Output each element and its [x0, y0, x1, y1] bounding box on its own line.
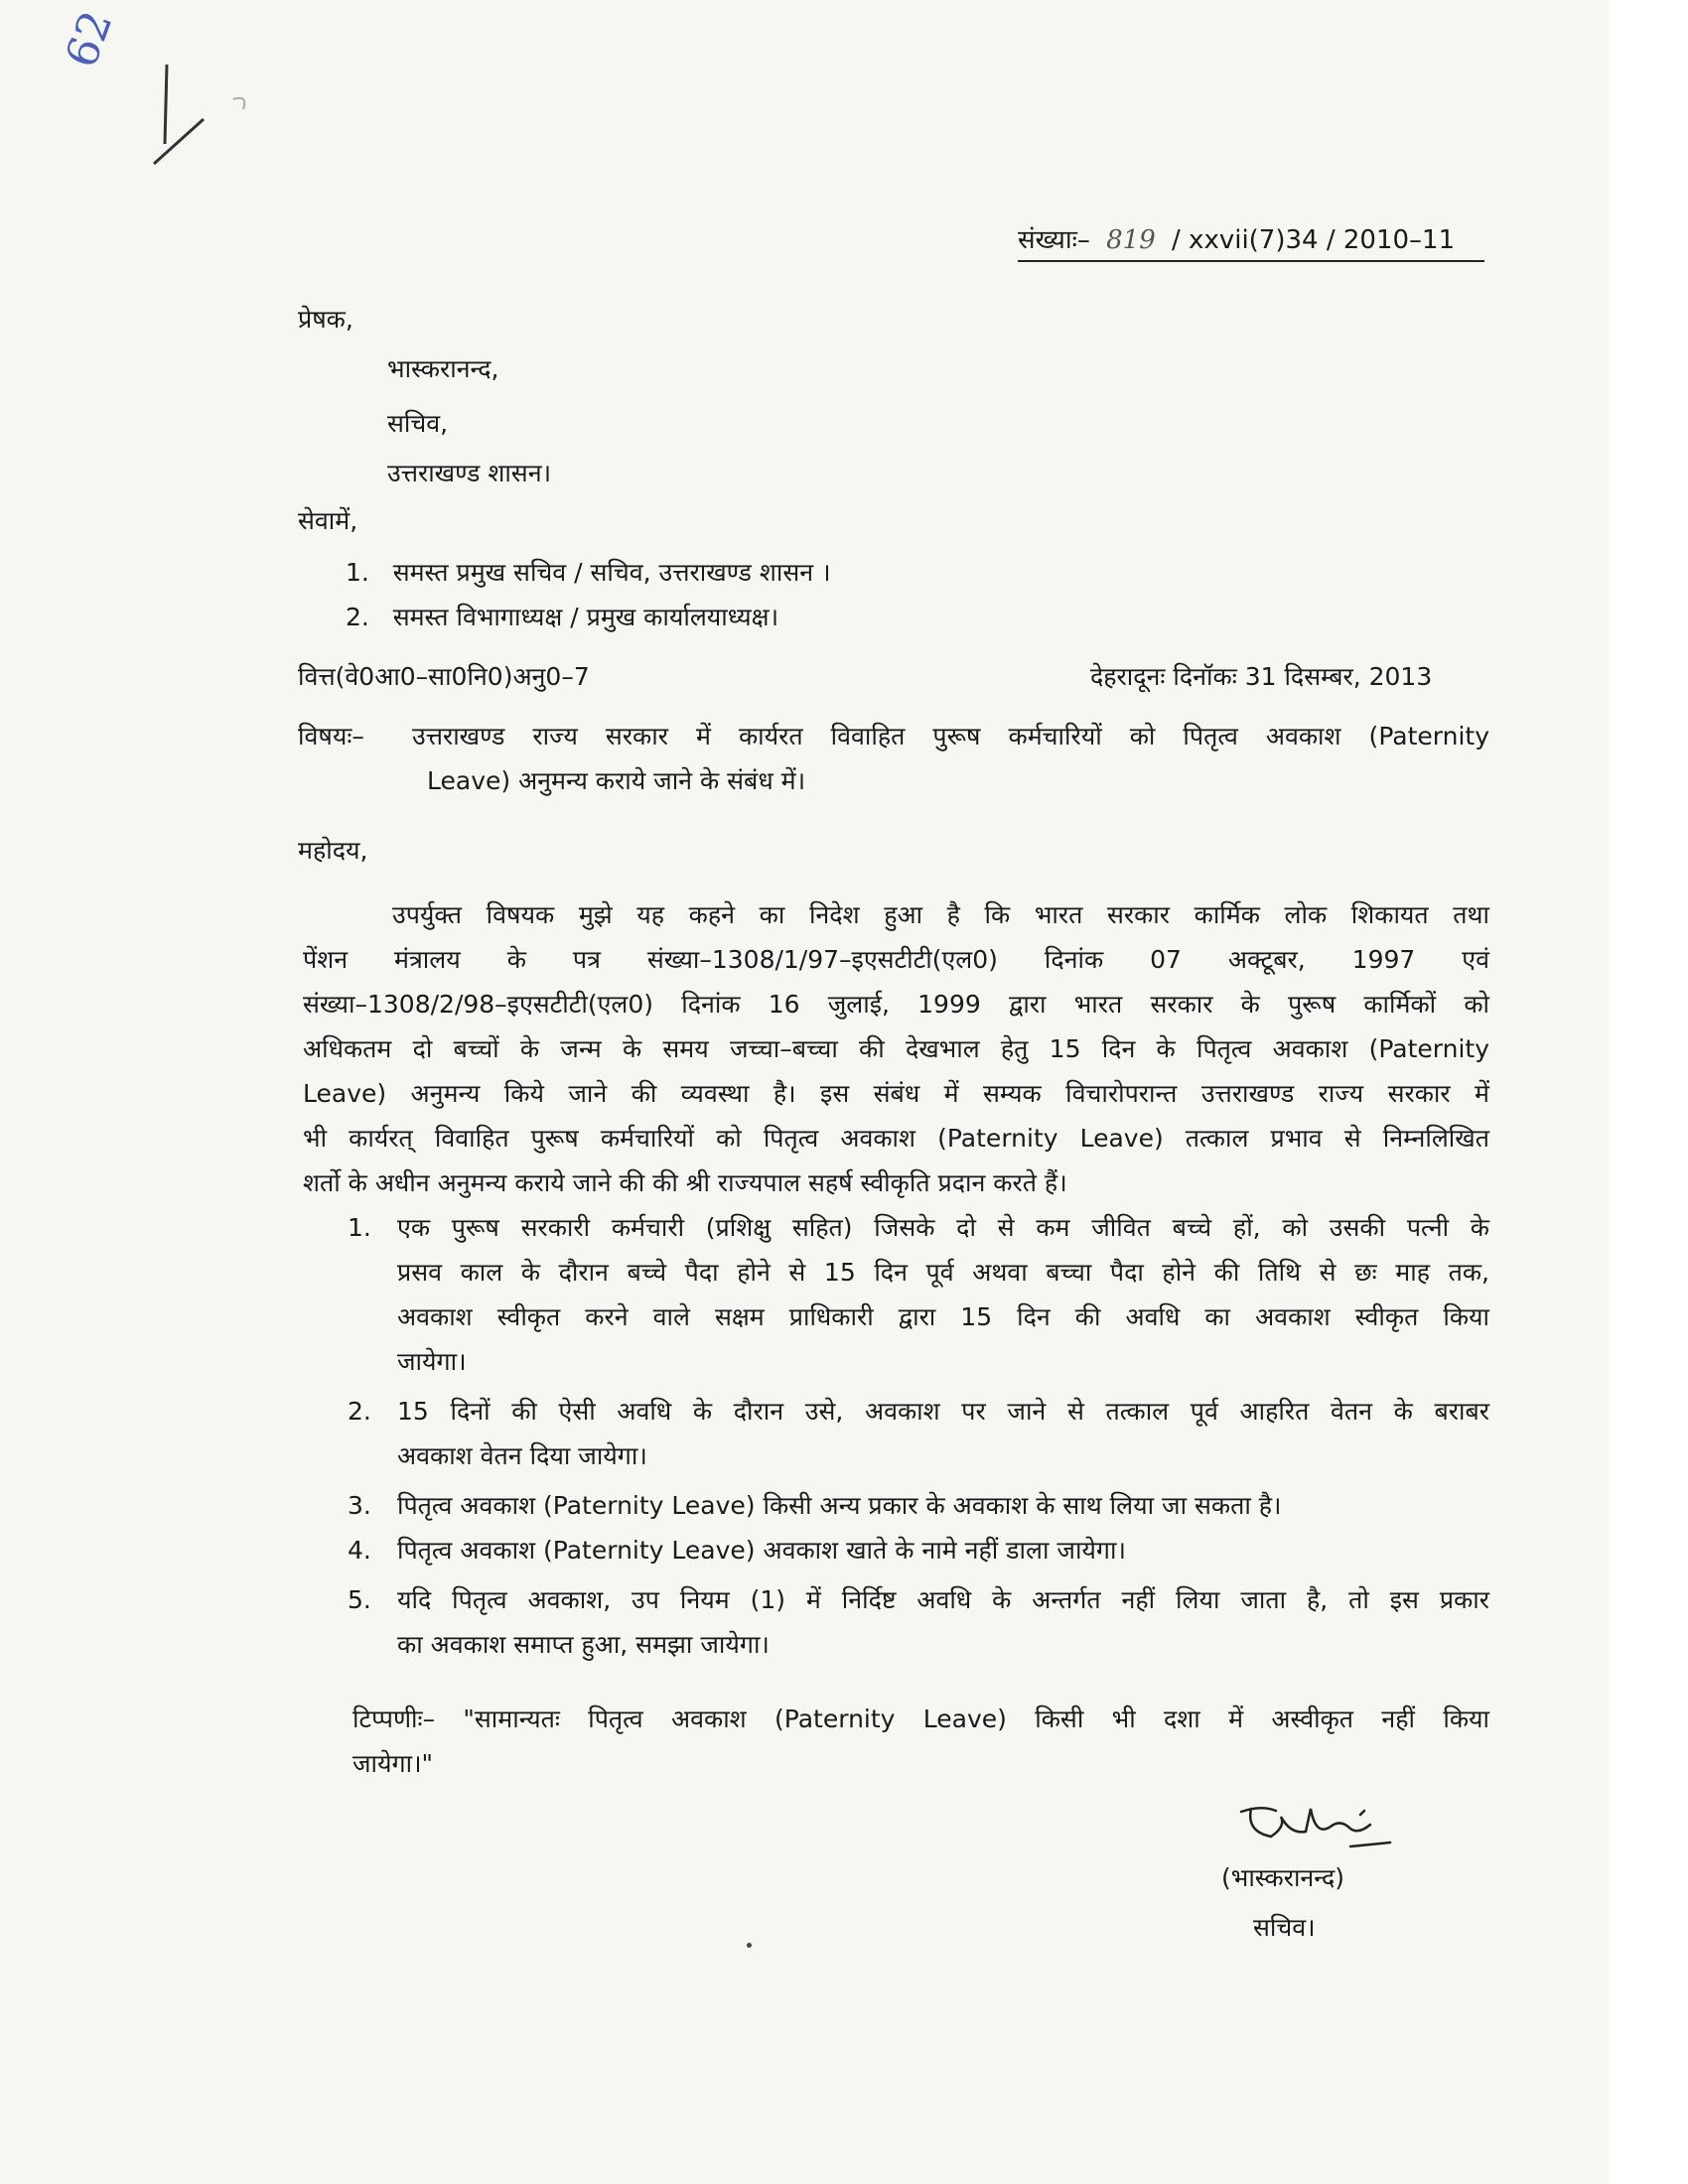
recipients-label: सेवामें,	[298, 506, 358, 535]
sender-designation: सचिव,	[387, 409, 449, 438]
sender-name: भास्करानन्द,	[387, 354, 499, 383]
stray-dot	[747, 1943, 752, 1948]
recipient-item: 1. समस्त प्रमुख सचिव / सचिव, उत्तराखण्ड शासन ।	[346, 558, 831, 587]
section-code: वित्त(वे0आ0–सा0नि0)अनु0–7	[298, 662, 590, 691]
date-line: देहरादूनः दिनॉकः 31 दिसम्बर, 2013	[1090, 662, 1433, 691]
condition-number: 4.	[348, 1536, 371, 1565]
condition-line: 15 दिनों की ऐसी अवधि के दौरान उसे, अवकाश पर जाने से तत्काल पूर्व आहरित वेतन के बराबर	[397, 1397, 1489, 1426]
note-line-1: टिप्पणीः– "सामान्यतः पितृत्व अवकाश (Paternity Leave) किसी भी दशा में अस्वीकृत नहीं किया	[352, 1705, 1489, 1733]
signatory-designation: सचिव।	[1253, 1913, 1316, 1942]
condition-line: पितृत्व अवकाश (Paternity Leave) अवकाश खाते के नामे नहीं डाला जायेगा।	[397, 1536, 1126, 1565]
reference-prefix: संख्याः–	[1018, 225, 1090, 255]
body-line: अधिकतम दो बच्चों के जन्म के समय जच्चा–बच्चा की देखभाल हेतु 15 दिन के पितृत्व अवकाश (Paternity	[303, 1034, 1489, 1063]
reference-handwritten-number: 819	[1106, 225, 1156, 255]
condition-number: 1.	[348, 1213, 371, 1242]
body-line: भी कार्यरत् विवाहित पुरूष कर्मचारियों को पितृत्व अवकाश (Paternity Leave) तत्काल प्रभाव से निम्नलिखित	[303, 1124, 1489, 1153]
reference-underline	[1018, 260, 1484, 262]
body-line: Leave) अनुमन्य किये जाने की व्यवस्था है। इस संबंध में सम्यक विचारोपरान्त उत्तराखण्ड राज्य सरकार में	[303, 1079, 1489, 1108]
condition-line: का अवकाश समाप्त हुआ, समझा जायेगा।	[397, 1630, 770, 1659]
body-line: उपर्युक्त विषयक मुझे यह कहने का निदेश हुआ है कि भारत सरकार कार्मिक लोक शिकायत तथा	[392, 900, 1489, 929]
body-line: संख्या–1308/2/98–इएसटीटी(एल0) दिनांक 16 जुलाई, 1999 द्वारा भारत सरकार के पुरूष कार्मिकों को	[303, 990, 1489, 1019]
handwritten-tick-mark	[149, 55, 258, 174]
reference-number	[1018, 223, 1455, 257]
condition-line: जायेगा।	[397, 1347, 467, 1376]
note-line-2: जायेगा।"	[352, 1749, 434, 1778]
sender-office: उत्तराखण्ड शासन।	[387, 459, 552, 487]
handwritten-signature	[1231, 1797, 1400, 1856]
condition-line: एक पुरूष सरकारी कर्मचारी (प्रशिक्षु सहित) जिसके दो से कम जीवित बच्चे हों, को उसकी पत्नी के	[397, 1213, 1489, 1242]
condition-number: 5.	[348, 1585, 371, 1614]
condition-line: प्रसव काल के दौरान बच्चे पैदा होने से 15 दिन पूर्व अथवा बच्चा पैदा होने की तिथि से छः माह तक,	[397, 1258, 1489, 1287]
body-line: पेंशन मंत्रालय के पत्र संख्या–1308/1/97–इएसटीटी(एल0) दिनांक 07 अक्टूबर, 1997 एवं	[303, 945, 1489, 974]
recipient-item: 2. समस्त विभागाध्यक्ष / प्रमुख कार्यालयाध्यक्ष।	[346, 603, 779, 631]
body-line: शर्तो के अधीन अनुमन्य कराये जाने की की श्री राज्यपाल सहर्ष स्वीकृति प्रदान करते हैं।	[303, 1168, 1067, 1197]
subject-label: विषयः–	[298, 722, 364, 751]
condition-line: पितृत्व अवकाश (Paternity Leave) किसी अन्य प्रकार के अवकाश के साथ लिया जा सकता है।	[397, 1491, 1282, 1520]
scan-margin	[1609, 0, 1688, 2184]
sender-label: प्रेषक,	[298, 305, 353, 334]
condition-line: अवकाश स्वीकृत करने वाले सक्षम प्राधिकारी द्वारा 15 दिन की अवधि का अवकाश स्वीकृत किया	[397, 1302, 1489, 1331]
condition-number: 3.	[348, 1491, 371, 1520]
subject-line-2: Leave) अनुमन्य कराये जाने के संबंध में।	[427, 766, 806, 795]
condition-line: अवकाश वेतन दिया जायेगा।	[397, 1441, 647, 1470]
salutation: महोदय,	[298, 836, 368, 865]
handwritten-page-number: 62	[56, 4, 123, 74]
condition-line: यदि पितृत्व अवकाश, उप नियम (1) में निर्दिष्ट अवधि के अन्तर्गत नहीं लिया जाता है, तो इस प्रकार	[397, 1585, 1489, 1614]
condition-number: 2.	[348, 1397, 371, 1426]
subject-line-1: उत्तराखण्ड राज्य सरकार में कार्यरत विवाहित पुरूष कर्मचारियों को पितृत्व अवकाश (Paternity	[412, 722, 1489, 751]
signatory-name: (भास्करानन्द)	[1221, 1863, 1345, 1892]
reference-suffix: / xxvii(7)34 / 2010–11	[1172, 225, 1456, 255]
